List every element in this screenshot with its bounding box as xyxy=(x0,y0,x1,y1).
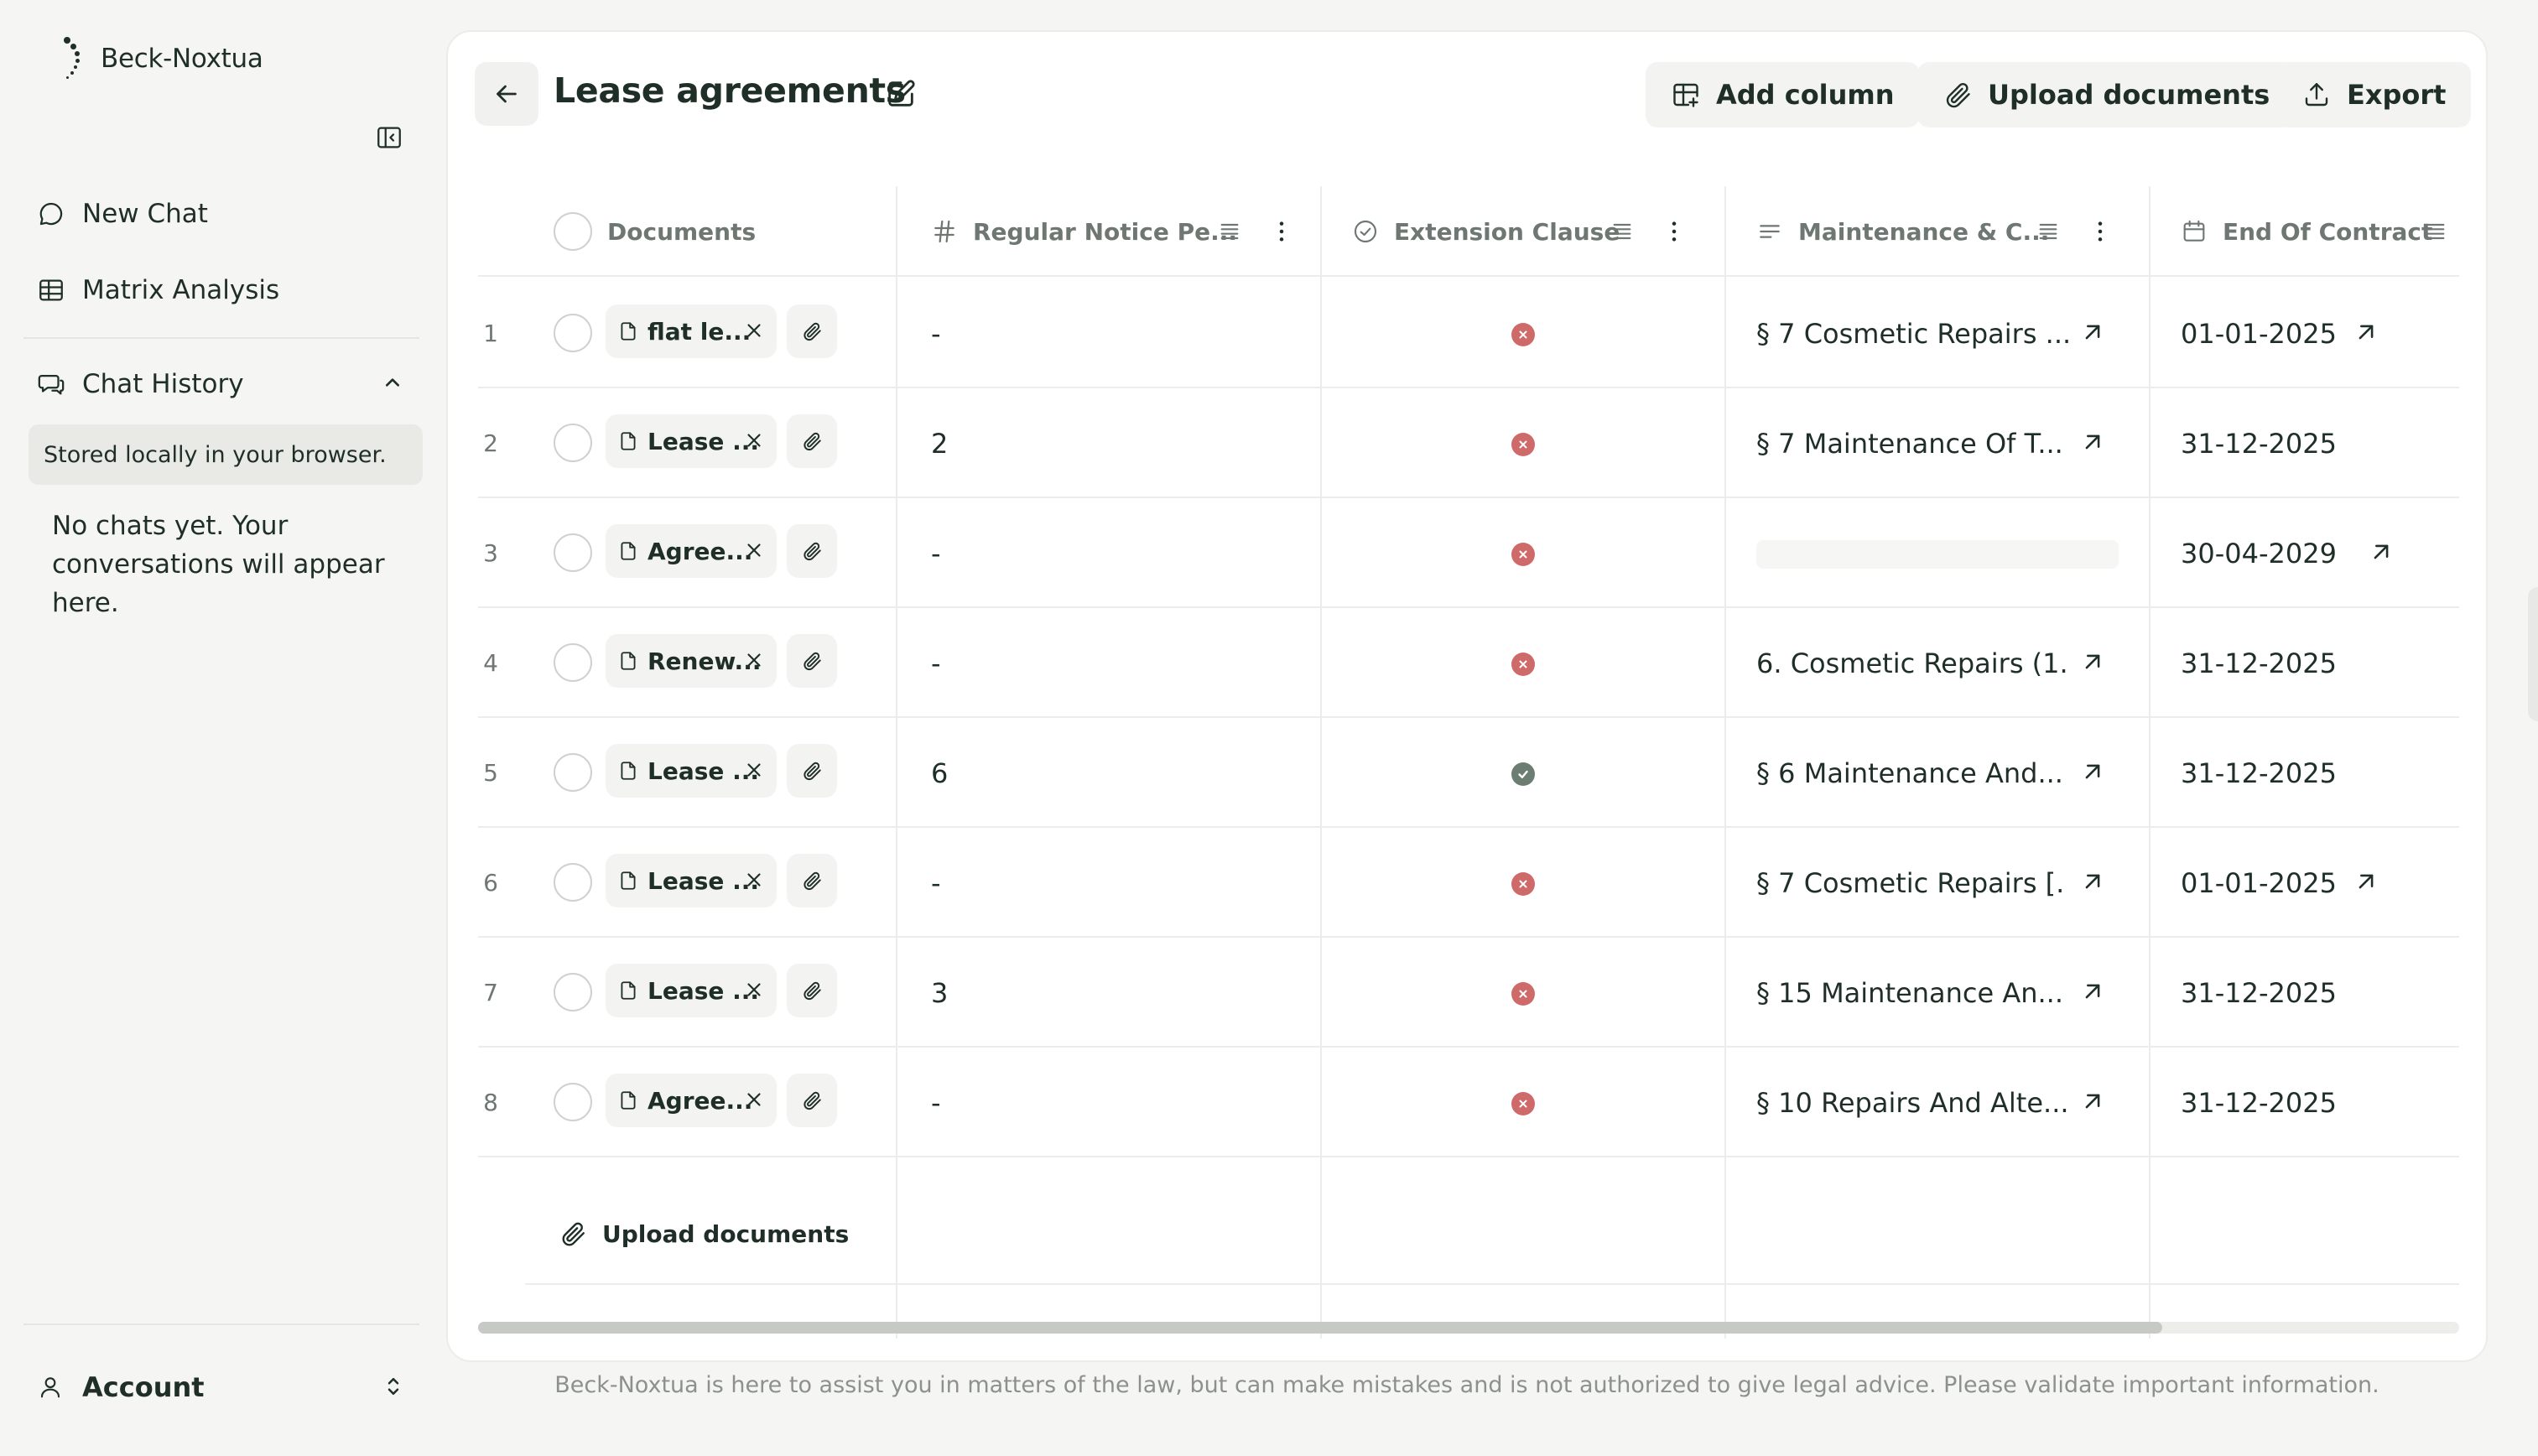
end-of-contract-cell[interactable]: 31-12-2025 xyxy=(2181,757,2337,789)
table-row[interactable] xyxy=(478,278,2459,388)
file-icon xyxy=(617,760,639,782)
more-vertical-icon[interactable] xyxy=(1268,218,1295,245)
paperclip-icon xyxy=(801,760,823,782)
arrow-up-right-icon[interactable] xyxy=(2078,977,2107,1006)
file-icon xyxy=(617,1089,639,1111)
paperclip-icon xyxy=(801,870,823,892)
side-panel-handle[interactable] xyxy=(2528,587,2538,721)
maintenance-cell[interactable] xyxy=(1756,718,2063,828)
maintenance-cell[interactable] xyxy=(1756,1048,2069,1157)
end-of-contract-cell[interactable]: 30-04-2029 xyxy=(2181,537,2337,569)
legal-disclaimer: Beck-Noxtua is here to assist you in matters of the law, but can make mistakes and is not authorized to give legal advice. Please validate important information. xyxy=(554,1372,2379,1398)
paperclip-icon xyxy=(801,430,823,452)
notice-period-cell[interactable]: - xyxy=(931,1086,941,1119)
maintenance-cell[interactable] xyxy=(1756,828,2065,938)
end-of-contract-cell[interactable]: 31-12-2025 xyxy=(2181,1086,2337,1119)
maintenance-column-label: Maintenance & C... xyxy=(1798,217,2050,246)
x-status-icon[interactable] xyxy=(1511,982,1535,1006)
stored-locally-note: Stored locally in your browser. xyxy=(29,424,423,485)
paperclip-icon xyxy=(801,980,823,1001)
arrow-up-right-icon[interactable] xyxy=(2078,757,2107,786)
text-lines-icon xyxy=(1756,218,1783,245)
maintenance-cell-text: § 6 Maintenance And... xyxy=(1756,757,2063,789)
arrow-up-right-icon[interactable] xyxy=(2078,1087,2107,1115)
add-column-icon xyxy=(1671,80,1701,110)
account-menu-button[interactable] xyxy=(37,1364,406,1411)
matrix-table xyxy=(478,156,2459,1337)
x-status-icon[interactable] xyxy=(1511,872,1535,896)
end-of-contract-cell[interactable]: 31-12-2025 xyxy=(2181,427,2337,460)
chevron-up-icon xyxy=(379,369,406,396)
check-circle-icon xyxy=(1352,218,1379,245)
column-menu-icon[interactable] xyxy=(2422,218,2449,245)
upload-documents-label: Upload documents xyxy=(1988,79,2270,111)
row-number: 4 xyxy=(483,649,498,677)
row-checkbox[interactable] xyxy=(554,643,592,682)
documents-column-label: Documents xyxy=(607,217,757,246)
extension-clause-column-label: Extension Clause xyxy=(1394,217,1620,246)
file-icon xyxy=(617,540,639,562)
table-row[interactable] xyxy=(478,608,2459,718)
add-column-button[interactable] xyxy=(1646,62,1920,127)
notice-period-cell[interactable]: 2 xyxy=(931,427,949,460)
table-row[interactable] xyxy=(478,498,2459,608)
document-name: Lease ... xyxy=(648,976,760,1005)
remove-document-icon[interactable] xyxy=(743,320,765,341)
select-all-checkbox[interactable] xyxy=(554,212,592,251)
end-of-contract-cell[interactable]: 31-12-2025 xyxy=(2181,647,2337,679)
maintenance-cell[interactable] xyxy=(1756,388,2063,498)
x-status-icon[interactable] xyxy=(1511,653,1535,676)
maintenance-cell-text: 6. Cosmetic Repairs (1. xyxy=(1756,647,2068,679)
export-label: Export xyxy=(2347,79,2447,111)
attach-document-button[interactable] xyxy=(787,964,837,1017)
row-number: 7 xyxy=(483,979,498,1006)
row-checkbox[interactable] xyxy=(554,1083,592,1121)
matrix-panel xyxy=(446,30,2488,1362)
document-chip[interactable] xyxy=(606,854,777,907)
row-number: 1 xyxy=(483,320,498,347)
arrow-up-right-icon[interactable] xyxy=(2352,867,2380,896)
back-button[interactable] xyxy=(475,62,538,126)
document-chip[interactable] xyxy=(606,304,777,358)
row-number: 8 xyxy=(483,1089,498,1116)
notice-period-cell[interactable]: 6 xyxy=(931,757,949,789)
sidebar-bottom-divider xyxy=(23,1323,419,1325)
row-checkbox[interactable] xyxy=(554,753,592,792)
maintenance-cell[interactable] xyxy=(1756,608,2068,718)
end-of-contract-cell[interactable]: 01-01-2025 xyxy=(2181,317,2337,350)
edit-title-button[interactable] xyxy=(884,77,918,111)
attach-document-button[interactable] xyxy=(787,1074,837,1127)
paperclip-icon xyxy=(1943,80,1973,110)
notice-period-cell[interactable]: - xyxy=(931,317,941,350)
remove-document-icon[interactable] xyxy=(743,869,765,891)
file-icon xyxy=(617,980,639,1001)
horizontal-scrollbar[interactable] xyxy=(478,1322,2459,1334)
sidebar xyxy=(0,0,445,1456)
documents-column-header[interactable] xyxy=(554,186,756,277)
arrow-up-right-icon[interactable] xyxy=(2367,538,2395,566)
table-row[interactable] xyxy=(478,388,2459,498)
add-column-label: Add column xyxy=(1716,79,1895,111)
page-title: Lease agreements xyxy=(554,70,906,111)
row-number: 5 xyxy=(483,759,498,787)
new-chat-button[interactable] xyxy=(37,190,208,237)
matrix-analysis-label: Matrix Analysis xyxy=(82,275,280,305)
remove-document-icon[interactable] xyxy=(743,649,765,671)
document-chip[interactable] xyxy=(606,414,777,468)
attach-document-button[interactable] xyxy=(787,524,837,578)
paperclip-icon xyxy=(801,650,823,672)
column-menu-icon[interactable] xyxy=(2035,218,2062,245)
notice-period-column-header[interactable] xyxy=(931,186,1300,277)
maintenance-cell-text: § 7 Cosmetic Repairs [. xyxy=(1756,866,2065,899)
pencil-square-icon xyxy=(884,77,918,111)
arrow-up-right-icon[interactable] xyxy=(2078,318,2107,346)
paperclip-icon xyxy=(801,1089,823,1111)
document-chip[interactable] xyxy=(606,634,777,688)
column-menu-icon[interactable] xyxy=(1609,218,1636,245)
end-of-contract-column-label: End Of Contract xyxy=(2223,217,2433,246)
calendar-icon xyxy=(2181,218,2208,245)
notice-period-cell[interactable]: - xyxy=(931,647,941,679)
chat-bubble-icon xyxy=(37,200,65,228)
row-checkbox[interactable] xyxy=(554,314,592,352)
row-number: 6 xyxy=(483,869,498,897)
row-number: 3 xyxy=(483,539,498,567)
table-row[interactable] xyxy=(478,828,2459,938)
notice-period-column-label: Regular Notice Pe... xyxy=(973,217,1237,246)
x-status-icon[interactable] xyxy=(1511,1092,1535,1115)
attach-document-button[interactable] xyxy=(787,854,837,907)
sidebar-toggle-icon xyxy=(375,123,403,152)
row-checkbox[interactable] xyxy=(554,973,592,1011)
document-name: Lease ... xyxy=(648,427,760,455)
attach-document-button[interactable] xyxy=(787,744,837,798)
upload-row xyxy=(525,1191,2459,1285)
upload-documents-link-label: Upload documents xyxy=(602,1219,850,1248)
maintenance-cell-text: § 10 Repairs And Alte... xyxy=(1756,1086,2069,1119)
table-grid-icon xyxy=(37,276,65,304)
row-checkbox[interactable] xyxy=(554,863,592,902)
attach-document-button[interactable] xyxy=(787,304,837,358)
paperclip-icon xyxy=(801,540,823,562)
maintenance-cell[interactable] xyxy=(1756,938,2063,1048)
attach-document-button[interactable] xyxy=(787,414,837,468)
sidebar-divider xyxy=(23,337,419,339)
table-row[interactable] xyxy=(478,718,2459,828)
file-icon xyxy=(617,870,639,892)
extension-clause-column-header[interactable] xyxy=(1352,186,1713,277)
paperclip-icon xyxy=(559,1219,587,1248)
document-chip[interactable] xyxy=(606,1074,777,1127)
logo-text: Beck-Noxtua xyxy=(101,44,263,74)
table-row[interactable] xyxy=(478,1048,2459,1157)
maintenance-cell-text: § 7 Cosmetic Repairs ... xyxy=(1756,317,2072,350)
arrow-up-right-icon[interactable] xyxy=(2078,428,2107,456)
document-name: Agree... xyxy=(648,537,753,565)
file-icon xyxy=(617,650,639,672)
attach-document-button[interactable] xyxy=(787,634,837,688)
more-vertical-icon[interactable] xyxy=(1661,218,1688,245)
file-icon xyxy=(617,430,639,452)
row-checkbox[interactable] xyxy=(554,424,592,462)
table-header-row xyxy=(478,186,2459,277)
document-name: Renew... xyxy=(648,647,762,675)
file-icon xyxy=(617,320,639,342)
arrow-up-right-icon[interactable] xyxy=(2078,647,2107,676)
loading-placeholder xyxy=(1756,540,2119,569)
matrix-analysis-button[interactable] xyxy=(37,267,279,314)
chat-history-icon xyxy=(37,370,65,398)
column-menu-icon[interactable] xyxy=(1216,218,1243,245)
arrow-left-icon xyxy=(491,79,522,109)
remove-document-icon[interactable] xyxy=(743,759,765,781)
document-chip[interactable] xyxy=(606,524,777,578)
document-chip[interactable] xyxy=(606,964,777,1017)
maintenance-cell-text: § 7 Maintenance Of T... xyxy=(1756,427,2063,460)
document-name: Lease ... xyxy=(648,757,760,785)
remove-document-icon[interactable] xyxy=(743,979,765,1001)
remove-document-icon[interactable] xyxy=(743,1089,765,1110)
paperclip-icon xyxy=(801,320,823,342)
end-of-contract-cell[interactable]: 31-12-2025 xyxy=(2181,976,2337,1009)
arrow-up-right-icon[interactable] xyxy=(2078,867,2107,896)
upload-arrow-icon xyxy=(2301,80,2332,110)
x-status-icon[interactable] xyxy=(1511,433,1535,456)
logo-mark-icon xyxy=(60,35,89,82)
end-of-contract-cell[interactable]: 01-01-2025 xyxy=(2181,866,2337,899)
notice-period-cell[interactable]: - xyxy=(931,866,941,899)
chat-history-label: Chat History xyxy=(82,369,244,399)
upload-documents-link[interactable] xyxy=(559,1219,849,1248)
document-name: flat le... xyxy=(648,317,752,346)
scrollbar-thumb[interactable] xyxy=(478,1322,2162,1334)
maintenance-column-header[interactable] xyxy=(1756,186,2134,277)
notice-period-cell[interactable]: 3 xyxy=(931,976,949,1009)
remove-document-icon[interactable] xyxy=(743,429,765,451)
arrow-up-right-icon[interactable] xyxy=(2352,318,2380,346)
x-status-icon[interactable] xyxy=(1511,323,1535,346)
table-row[interactable] xyxy=(478,938,2459,1048)
new-chat-label: New Chat xyxy=(82,199,208,229)
logo[interactable] xyxy=(60,35,263,82)
notice-period-cell[interactable]: - xyxy=(931,537,941,569)
hash-icon xyxy=(931,218,958,245)
maintenance-cell-text: § 15 Maintenance An... xyxy=(1756,976,2063,1009)
no-chats-message: No chats yet. Your conversations will appear here. xyxy=(52,511,385,618)
upload-documents-button[interactable] xyxy=(1917,62,2295,127)
chat-history-toggle[interactable] xyxy=(37,361,406,408)
collapse-sidebar-button[interactable] xyxy=(372,122,406,153)
user-icon xyxy=(37,1374,64,1401)
end-of-contract-column-header[interactable] xyxy=(2181,186,2457,277)
more-vertical-icon[interactable] xyxy=(2087,218,2114,245)
remove-document-icon[interactable] xyxy=(743,539,765,561)
document-name: Agree... xyxy=(648,1086,753,1115)
row-checkbox[interactable] xyxy=(554,533,592,572)
maintenance-cell[interactable] xyxy=(1756,278,2072,388)
document-chip[interactable] xyxy=(606,744,777,798)
x-status-icon[interactable] xyxy=(1511,543,1535,566)
chevrons-up-down-icon xyxy=(381,1374,406,1399)
row-number: 2 xyxy=(483,429,498,457)
account-label: Account xyxy=(82,1371,205,1403)
check-status-icon[interactable] xyxy=(1511,762,1535,786)
export-button[interactable] xyxy=(2276,62,2471,127)
document-name: Lease ... xyxy=(648,866,760,895)
